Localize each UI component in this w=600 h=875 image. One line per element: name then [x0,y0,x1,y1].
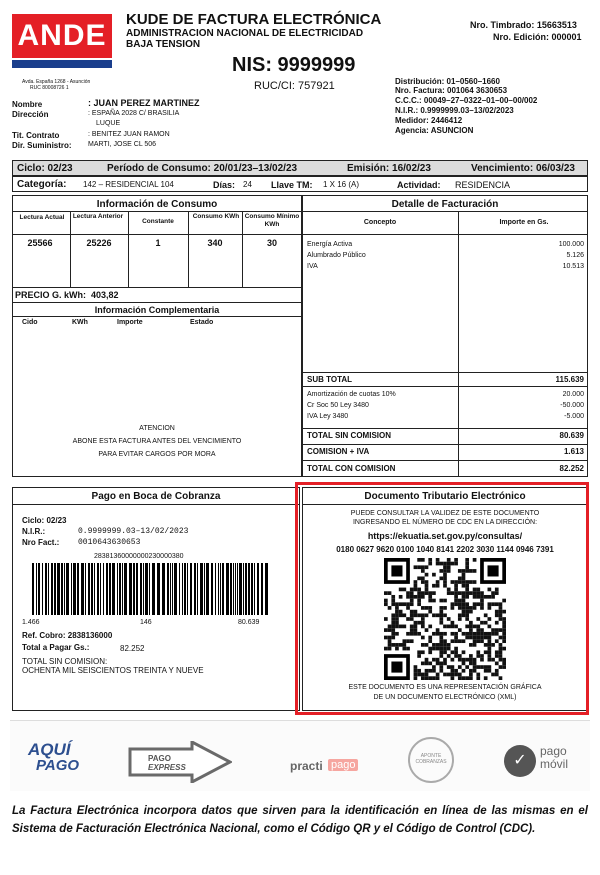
barcode-bar [220,563,221,615]
barcode-bar [167,563,169,615]
hdr-consumo-minimo: Consumo Mínimo KWh [244,213,300,228]
doc-title: KUDE DE FACTURA ELECTRÓNICA [126,11,382,28]
ciclo: Ciclo: 02/23 [17,163,73,174]
hdr-lectura-anterior: Lectura Anterior [72,213,124,220]
hdr-lectura-actual: Lectura Actual [19,214,65,221]
dir-suministro-value: MARTI, JOSE CL 506 [88,141,157,148]
barcode-bar [251,563,253,615]
barcode-bar [119,563,121,615]
direccion-label: Dirección [12,110,49,119]
divider [12,302,302,303]
direccion-value: : ESPAÑA 2028 C/ BRASILIA [88,110,180,117]
aponte-logo [408,737,454,783]
dte-highlight-frame [295,482,589,715]
aqui-top: AQUÍ [28,740,71,759]
item-concepto: Alumbrado Público [307,252,366,259]
check-icon: ✓ [504,745,536,777]
actividad-value: RESIDENCIA [455,180,511,190]
barcode-bar [233,563,234,615]
dte-cdc: 0180 0627 9620 0100 1040 8141 2202 3030 1144 0946 7391 [336,545,554,554]
total-sin-label: TOTAL SIN COMISION [307,431,392,440]
barcode-bar [235,563,236,615]
pago-fact-value: 0010643630653 [78,538,141,547]
practipago-logo [290,759,380,779]
dte-url: https://ekuatia.set.gov.py/consultas/ [367,531,523,541]
val-constante: 1 [155,238,161,248]
barcode-bar [124,563,127,615]
divider [188,211,189,287]
barcode-bar [88,563,90,615]
barcode-bar [239,563,242,615]
barcode-bar [32,563,34,615]
dte-foot1: ESTE DOCUMENTO ES UNA REPRESENTACIÓN GRÁFICA [348,684,542,691]
comision-label: COMISION + IVA [307,447,370,456]
divider [302,460,588,461]
val-consumo-minimo: 30 [266,238,277,248]
pago-nir-label: N.I.R.: [22,527,46,536]
dte-title: Documento Tributario Electrónico [364,491,526,502]
divider [302,444,588,445]
adjust-concepto: Amortización de cuotas 10% [307,391,396,398]
logo-blue-stripe [12,60,112,68]
barcode-bar [215,563,216,615]
actividad-label: Actividad: [397,180,441,190]
pago-express-logo [128,741,232,783]
nis-number: NIS: 9999999 [232,54,356,76]
atencion: ATENCION [139,425,175,432]
categoria-value: 142 – RESIDENCIAL 104 [83,180,174,189]
barcode-bar [145,563,148,615]
val-consumo-kwh: 340 [207,238,223,248]
barcode-bar [248,563,250,615]
pago-line-a: 1.466 [22,619,40,626]
movil-a: pago [540,744,567,758]
nro-factura: Nro. Factura: 001064 3630653 [395,86,508,95]
barcode-bar [237,563,238,615]
aviso-mora: PARA EVITAR CARGOS POR MORA [98,451,216,458]
barcode-bar [206,563,209,615]
barcode-bar [149,563,150,615]
distribucion: Distribución: 01–0560–1660 [395,77,500,86]
sin-comision-label: TOTAL SIN COMISION: [22,657,108,666]
barcode-bar [106,563,108,615]
barcode-bar [129,563,132,615]
nir: N.I.R.: 0.9999999.03–13/02/2023 [395,106,514,115]
dias-label: Días: [213,180,236,190]
ande-logo [12,14,112,74]
barcode-bar [222,563,224,615]
adjust-importe: -50.000 [560,402,584,409]
val-lectura-anterior: 25226 [86,238,112,248]
logo-text: ANDE [17,19,107,52]
barcode-bar [136,563,138,615]
barcode-bar [36,563,37,615]
aqui-bottom: PAGO [36,757,80,774]
barcode-bar [174,563,177,615]
barcode-bar [100,563,101,615]
categoria-label: Categoría: [17,179,67,190]
adjust-importe: 20.000 [562,391,584,398]
barcode-bar [218,563,219,615]
hdr-consumo-kwh: Consumo KWh [192,213,240,220]
dte-foot2: DE UN DOCUMENTO ELECTRÓNICO (XML) [373,694,517,701]
barcode-bar [122,563,123,615]
barcode-bar [45,563,47,615]
aviso-vencimiento: ABONE ESTA FACTURA ANTES DEL VENCIMIENTO [72,438,242,445]
barcode-bar [117,563,118,615]
practi-text: practi [290,759,323,773]
barcode-bar [261,563,263,615]
nombre-value: : JUAN PEREZ MARTINEZ [88,98,200,108]
express-bottom: EXPRESS [148,763,186,772]
item-importe: 5.126 [566,252,584,259]
divider [12,504,300,505]
barcode-bar [243,563,244,615]
divider [302,428,588,429]
dte-line1: PUEDE CONSULTAR LA VALIDEZ DE ESTE DOCUMENTO [350,510,540,517]
barcode-bar [190,563,192,615]
barcode-bar [143,563,144,615]
periodo-consumo: Período de Consumo: 20/01/23–13/02/23 [107,163,298,174]
barcode-bar [170,563,171,615]
col-importe: Importe en Gs. [499,219,549,226]
barcode-bar [51,563,53,615]
pago-fact-label: Nro Fact.: [22,538,60,547]
pago-line-b: 146 [140,619,152,626]
divider [128,211,129,287]
comp-ciclo: Cido [22,319,38,326]
col-concepto: Concepto [363,219,397,226]
dias-value: 24 [243,180,252,189]
consumo-title: Información de Consumo [96,199,218,210]
llave-label: Llave TM: [271,180,313,190]
total-pagar-label: Total a Pagar Gs.: [22,643,90,652]
barcode-bar [66,563,69,615]
divider [302,234,588,235]
barcode-bar [245,563,247,615]
barcode-bar [179,563,180,615]
ruc-number: RUC/CI: 757921 [254,80,335,92]
agencia: Agencia: ASUNCION [395,126,474,135]
barcode-bar [85,563,86,615]
subtotal-value: 115.639 [555,375,584,384]
barcode-bar [73,563,76,615]
barcode-bar [94,563,95,615]
barcode-bar [61,563,63,615]
aponte-text: APONTE COBRANZAS [415,753,447,765]
dir-suministro-label: Dir. Suministro: [12,141,72,150]
logo-address: Avda. España 1268 - Asunción [22,79,91,85]
barcode-bar [187,563,188,615]
facturacion-title: Detalle de Facturación [391,199,499,210]
vencimiento: Vencimiento: 06/03/23 [471,163,575,174]
divider [12,211,302,212]
comp-kwh: KWh [72,319,88,326]
comp-estado: Estado [190,319,214,326]
pago-ciclo: Ciclo: 02/23 [22,516,67,525]
val-lectura-actual: 25566 [27,238,53,248]
arrow-icon [128,741,232,783]
barcode-bar [184,563,186,615]
divider [242,211,243,287]
divider [70,211,71,287]
llave-value: 1 X 16 (A) [323,180,360,189]
complementaria-title: Información Complementaria [94,305,220,315]
barcode-bar [71,563,72,615]
total-con-label: TOTAL CON COMISION [307,464,396,473]
tension-label: BAJA TENSION [126,39,201,50]
issuer-name: ADMINISTRACION NACIONAL DE ELECTRICIDAD [126,28,364,39]
barcode-bar [91,563,93,615]
barcode-bar [140,563,142,615]
item-importe: 100.000 [558,241,584,248]
divider [302,372,588,373]
barcode-bar [77,563,79,615]
emision: Emisión: 16/02/23 [347,163,431,174]
pago-title: Pago en Boca de Cobranza [91,491,221,502]
edicion: Nro. Edición: 000001 [493,32,582,42]
barcode-bar [38,563,40,615]
titular-value: : BENITEZ JUAN RAMON [88,131,170,138]
barcode-bar [54,563,56,615]
barcode-bar [133,563,135,615]
adjust-concepto: IVA Ley 3480 [307,413,349,420]
dte-line2: INGRESANDO EL NÚMERO DE CDC EN LA DIRECCIÓN: [352,519,538,526]
divider [12,234,302,235]
movil-b: móvil [540,757,569,771]
barcode [30,563,270,615]
barcode-bar [254,563,255,615]
aqui-pago-logo [22,735,92,783]
divider [458,372,459,477]
barcode-number: 28381360000000230000380 [94,553,184,560]
divider [302,386,588,387]
barcode-bar [172,563,173,615]
adjust-importe: -5.000 [564,413,584,420]
pago-movil-logo [504,741,584,783]
barcode-bar [64,563,65,615]
total-con-value: 82.252 [559,464,584,473]
barcode-bar [81,563,84,615]
barcode-bar [109,563,111,615]
divider [12,316,302,317]
timbrado: Nro. Timbrado: 15663513 [470,20,577,30]
barcode-bar [42,563,43,615]
barcode-bar [112,563,115,615]
divider [458,211,459,372]
total-pagar-value: 82.252 [120,644,145,653]
barcode-bar [204,563,205,615]
category-bar [12,176,588,192]
direccion-city: LUQUE [96,120,121,127]
barcode-bar [57,563,60,615]
medidor: Medidor: 2446412 [395,116,463,125]
item-concepto: IVA [307,263,318,270]
practi-pago-text: pago [328,759,358,771]
barcode-bar [182,563,183,615]
period-bar [12,160,588,176]
barcode-bar [97,563,99,615]
caption: La Factura Electrónica incorpora datos que sirven para la identificación en línea de las mismas en el Sistema de Facturación Electrónica Nacional, como el Código QR y el Código de Control (CDC). [12,805,588,835]
barcode-bar [257,563,259,615]
barcode-bar [162,563,165,615]
ccc: C.C.C.: 00049–27–0322–01–00–00/002 [395,96,538,105]
precio-kwh: PRECIO G. kWh: 403,82 [15,290,119,300]
ref-cobro: Ref. Cobro: 2838136000 [22,631,113,640]
payment-logos-strip [10,720,590,791]
barcode-bar [194,563,196,615]
barcode-bar [230,563,232,615]
monto-en-letras: OCHENTA MIL SEISCIENTOS TREINTA Y NUEVE [22,666,204,675]
barcode-bar [226,563,229,615]
barcode-bar [197,563,198,615]
nombre-label: Nombre [12,100,43,109]
barcode-bar [152,563,155,615]
comp-importe: Importe [117,319,143,326]
barcode-bar [265,563,268,615]
barcode-bar [157,563,160,615]
pago-line-c: 80.639 [238,619,260,626]
logo-ruc: RUC 80008726 1 [30,85,69,91]
barcode-bar [103,563,104,615]
subtotal-label: SUB TOTAL [307,375,353,384]
hdr-constante: Constante [142,218,174,225]
barcode-bar [200,563,203,615]
barcode-bar [211,563,213,615]
barcode-bar [48,563,49,615]
item-importe: 10.513 [562,263,584,270]
express-top: PAGO [148,754,171,763]
item-concepto: Energía Activa [307,241,353,248]
titular-label: Tit. Contrato [12,131,60,140]
divider [302,211,588,212]
total-sin-value: 80.639 [559,431,584,440]
divider [12,287,302,288]
adjust-concepto: Cr Soc 50 Ley 3480 [307,402,369,409]
comision-value: 1.613 [563,447,584,456]
pago-nir-value: 0.9999999.03–13/02/2023 [78,527,189,536]
